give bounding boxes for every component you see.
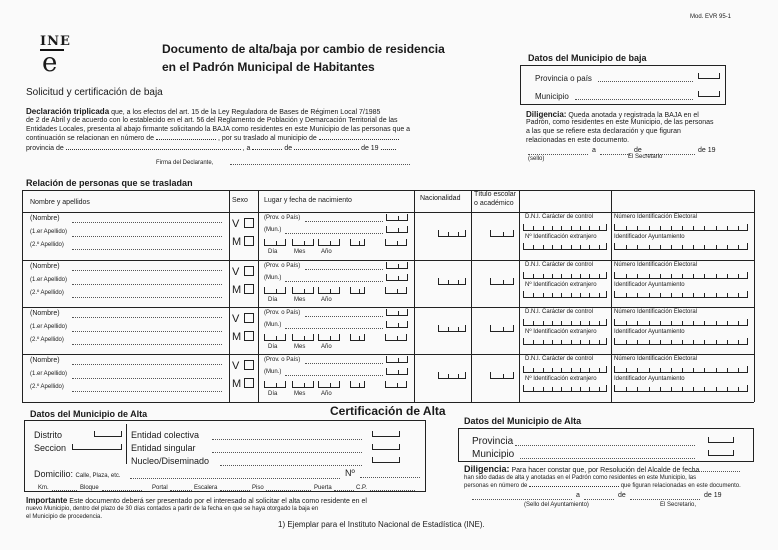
anio-label: Año [321,297,332,303]
declaracion-line4 [26,135,399,142]
dni-label: D.N.I. Carácter de control [525,309,594,315]
importante-lead: Importante [26,496,68,505]
alta-diligencia-text3: personas en número de [464,483,528,489]
person-apellido1-field[interactable] [72,236,222,237]
alta-diligencia-text1: Para hacer constar que, por Resolución del Alcalde de fecha [509,467,700,474]
fecha-anio-label: de 19 [361,145,379,152]
person-apellido2-label: (2.º Apellido) [30,384,64,390]
entidad-colectiva-label: Entidad colectiva [131,430,200,440]
nie-boxes[interactable] [523,385,607,392]
person-nombre-label: (Nombre) [30,215,60,222]
alta-fecha-de: de [618,492,626,499]
anio-label: Año [321,391,332,397]
row-separator [22,260,754,261]
extra-boxes-1[interactable] [350,381,365,388]
distrito-label: Distrito [34,430,63,440]
titulo-boxes[interactable] [490,230,514,237]
footer-ejemplar: 1) Ejemplar para el Instituto Nacional de Estadística (INE). [278,520,485,529]
table-col-sep-4 [471,190,472,402]
logo-text: INE [40,34,71,49]
row-separator [22,354,754,355]
dia-boxes[interactable] [264,239,286,246]
titulo-boxes[interactable] [490,372,514,379]
num-electoral-boxes[interactable] [614,319,748,326]
baja-diligencia-line4: relacionadas en este documento. [526,137,630,144]
dni-boxes[interactable] [523,272,607,279]
table-top-border [22,190,754,191]
piso-field[interactable] [266,490,311,491]
person-apellido2-field[interactable] [72,249,222,250]
declaracion-line5 [26,145,396,152]
col-header-sexo: Sexo [232,197,248,204]
person-apellido1-field[interactable] [72,331,222,332]
piso-label: Piso [252,485,264,491]
alta-municipio-field[interactable] [520,458,695,459]
sex-v-checkbox[interactable] [244,218,254,228]
person-apellido1-label: (1.er Apellido) [30,277,68,283]
doc-title-line2: en el Padrón Municipal de Habitantes [162,60,375,74]
declaracion-line2: de 2 de Abril y de acuerdo con lo establecido en el art. 56 del Reglamento de Población y Demarcación Territorial de las [26,117,398,124]
seccion-field[interactable] [72,444,122,450]
col-header-nombre: Nombre y apellidos [30,199,90,206]
baja-diligencia-line3: a las que se refiere esta declaración y que figuran [526,128,681,135]
num-electoral-boxes[interactable] [614,272,748,279]
mes-boxes[interactable] [292,239,314,246]
mun-code[interactable] [386,274,408,281]
person-nombre-field[interactable] [72,270,222,271]
baja-diligencia-line1 [526,110,699,119]
declaracion-text4b: , por su traslado al municipio de [217,135,317,142]
sex-v-label: V [232,360,240,372]
baja-provincia-field[interactable] [598,81,693,82]
col-header-titulo-1: Título escolar [474,191,517,198]
person-apellido1-label: (1.er Apellido) [30,324,68,330]
person-apellido2-field[interactable] [72,297,222,298]
nacionalidad-boxes[interactable] [438,278,466,285]
alta-resolucion-fecha-field[interactable] [690,471,740,472]
portal-label: Portal [152,485,168,491]
municipio-destino-field[interactable] [319,139,399,140]
person-apellido2-label: (2.º Apellido) [30,290,64,296]
model-code: Mod. EVR 95-1 [690,14,732,20]
dni-label: D.N.I. Carácter de control [525,356,594,362]
puerta-field[interactable] [334,490,354,491]
person-apellido2-label: (2.º Apellido) [30,242,64,248]
provincia-label: provincia de [26,145,64,152]
dni-boxes[interactable] [523,224,607,231]
nucleo-code[interactable] [372,457,400,463]
num-electoral-label: Número Identificación Electoral [614,262,698,268]
alta-provincia-field[interactable] [515,445,695,446]
alta-diligencia-line3 [464,483,741,489]
declaracion-text4a: continuación se relacionan en número de [26,135,155,142]
sex-v-checkbox[interactable] [244,313,254,323]
sex-v-label: V [232,313,240,325]
baja-municipio-code[interactable] [698,91,720,97]
dia-boxes[interactable] [264,334,286,341]
dni-boxes[interactable] [523,366,607,373]
prov-pais-label: (Prov. o País) [264,263,301,269]
importante-line2: nuevo Municipio, dentro del plazo de 30 días contados a partir de la fecha en que se haya otorgado la baja en [26,506,319,512]
domicilio-label [34,469,121,479]
mes-boxes[interactable] [292,287,314,294]
prov-pais-field[interactable] [305,316,383,317]
sex-v-label: V [232,218,240,230]
num-electoral-label: Número Identificación Electoral [614,214,698,220]
seccion-label: Seccion [34,443,67,453]
nie-label: Nº Identificación extranjero [525,329,597,335]
km-label: Km. [38,485,49,491]
sex-m-checkbox[interactable] [244,331,254,341]
mun-code[interactable] [386,368,408,375]
mun-field[interactable] [285,328,383,329]
prov-pais-code[interactable] [386,309,408,316]
row-separator [22,307,754,308]
alta-diligencia-text3b: que figuran relacionadas en este documento. [620,483,741,489]
importante-line1 [26,496,367,505]
nucleo-label: Nucleo/Diseminado [131,456,210,466]
extra-boxes-1[interactable] [350,287,365,294]
dia-boxes[interactable] [264,287,286,294]
extra-boxes-2[interactable] [385,381,407,388]
anio-boxes[interactable] [318,334,340,341]
fecha-de-label: de [284,145,293,152]
person-nombre-label: (Nombre) [30,263,60,270]
alta-fecha-dia-field[interactable] [584,499,614,500]
num-electoral-label: Número Identificación Electoral [614,309,698,315]
declaracion-line1 [26,107,380,116]
table-col-sep-5 [519,190,520,402]
nacionalidad-boxes[interactable] [438,325,466,332]
ident-ayto-label: Identificador Ayuntamiento [614,234,685,240]
logo-e-glyph: e [42,48,58,78]
bloque-field[interactable] [102,490,142,491]
entidad-colectiva-field[interactable] [212,439,362,440]
baja-municipio-label: Municipio [535,92,569,101]
baja-municipio-field[interactable] [575,99,693,100]
nacionalidad-boxes[interactable] [438,372,466,379]
mun-field[interactable] [285,233,383,234]
baja-fecha-a: a [592,147,596,154]
mun-label: (Mun.) [264,227,282,233]
table-col-sep-2 [258,190,259,402]
distrito-field[interactable] [94,431,122,437]
person-apellido1-field[interactable] [72,378,222,379]
person-apellido1-label: (1.er Apellido) [30,229,68,235]
nie-boxes[interactable] [523,338,607,345]
anio-boxes[interactable] [318,381,340,388]
baja-fecha-dia-field[interactable] [600,154,630,155]
alta-municipio-code[interactable] [708,450,734,456]
num-field[interactable] [360,477,420,478]
extra-boxes-2[interactable] [385,334,407,341]
mes-boxes[interactable] [292,381,314,388]
alta-diligencia-lead: Diligencia: [464,464,510,474]
alta-box [24,420,426,492]
sex-m-checkbox[interactable] [244,378,254,388]
table-left-border [22,190,23,402]
fecha-a-label: , a [242,145,251,152]
fecha-anio-field[interactable] [381,149,396,150]
escalera-field[interactable] [220,490,250,491]
baja-diligencia-line2: Padrón, como residentes en este Municipio, de las personas [526,119,714,126]
ident-ayto-label: Identificador Ayuntamiento [614,376,685,382]
person-apellido1-field[interactable] [72,284,222,285]
dia-label: Día [268,344,278,350]
nacionalidad-boxes[interactable] [438,230,466,237]
dia-boxes[interactable] [264,381,286,388]
declaracion-lead: Declaración triplicada [26,107,110,116]
anio-label: Año [321,344,332,350]
escalera-label: Escalera [194,485,218,491]
mes-label: Mes [294,391,306,397]
table-right-border [754,190,755,402]
mun-code[interactable] [386,321,408,328]
fecha-dia-field[interactable] [252,149,282,150]
col-header-lugar: Lugar y fecha de nacimiento [264,197,352,204]
sex-m-label: M [232,331,242,343]
importante-text1: Este documento deberá ser presentado por el interesado al solicitar el alta como residente en el [67,498,367,505]
portal-field[interactable] [170,490,192,491]
entidad-colectiva-code[interactable] [372,431,400,437]
dni-label: D.N.I. Carácter de control [525,262,594,268]
declaracion-text1: que, a los efectos del art. 15 de la Ley Reguladora de Bases de Régimen Local 7/1985 [109,109,381,116]
person-apellido2-label: (2.º Apellido) [30,337,64,343]
nie-label: Nº Identificación extranjero [525,376,597,382]
alta-right-title: Datos del Municipio de Alta [464,416,582,426]
anio-boxes[interactable] [318,239,340,246]
alta-inner-sep [126,424,127,464]
mun-code[interactable] [386,226,408,233]
titulo-boxes[interactable] [490,325,514,332]
baja-fecha-de: de [634,147,642,154]
mes-label: Mes [294,249,306,255]
extra-boxes-2[interactable] [385,287,407,294]
firma-declarante: Firma del Declarante, [156,160,214,166]
baja-sello: (sello) [528,156,545,162]
nie-boxes[interactable] [523,291,607,298]
ident-ayto-boxes[interactable] [614,338,748,345]
sex-m-label: M [232,378,242,390]
person-apellido1-label: (1.er Apellido) [30,371,68,377]
baja-provincia-code[interactable] [698,73,720,79]
table-col-sep-6 [611,190,612,402]
baja-diligencia-lead: Diligencia: [526,110,567,119]
ident-ayto-boxes[interactable] [614,243,748,250]
dia-label: Día [268,249,278,255]
entidad-singular-code[interactable] [372,444,400,450]
baja-fecha-lugar-field[interactable] [528,154,588,155]
prov-pais-field[interactable] [305,269,383,270]
numero-personas-field[interactable] [156,139,216,140]
mun-field[interactable] [285,281,383,282]
person-nombre-field[interactable] [72,317,222,318]
dni-label: D.N.I. Carácter de control [525,214,594,220]
baja-panel-title: Datos del Municipio de baja [528,53,647,63]
nie-label: Nº Identificación extranjero [525,234,597,240]
alta-fecha-lugar-field[interactable] [472,499,572,500]
prov-pais-label: (Prov. o País) [264,215,301,221]
nie-label: Nº Identificación extranjero [525,282,597,288]
fecha-mes-field[interactable] [294,149,359,150]
declaracion-line3: Entidades Locales, presenta al abajo firmante solicitando la BAJA como residentes en este Municipio de las personas que a [26,126,411,133]
cp-label: C.P. [356,485,367,491]
col-header-nacionalidad: Nacionalidad [420,195,461,202]
extra-boxes-2[interactable] [385,239,407,246]
ident-ayto-boxes[interactable] [614,385,748,392]
prov-pais-field[interactable] [305,363,383,364]
mes-label: Mes [294,297,306,303]
baja-diligencia-text1: Queda anotada y registrada la BAJA en el [566,112,699,119]
prov-pais-code[interactable] [386,214,408,221]
person-nombre-field[interactable] [72,364,222,365]
alta-provincia-code[interactable] [708,437,734,443]
domicilio-hint: Calle, Plaza, etc. [75,473,121,479]
col-header-titulo-2: o académico [474,200,514,207]
num-label: Nº [345,468,355,478]
person-apellido2-field[interactable] [72,344,222,345]
table-col-sep-1 [229,190,230,402]
num-electoral-boxes[interactable] [614,224,748,231]
baja-fecha-19: de 19 [698,147,716,154]
person-nombre-label: (Nombre) [30,357,60,364]
prov-pais-label: (Prov. o País) [264,310,301,316]
mun-label: (Mun.) [264,275,282,281]
sex-m-checkbox[interactable] [244,284,254,294]
doc-title-line1: Documento de alta/baja por cambio de residencia [162,42,445,56]
sex-v-checkbox[interactable] [244,266,254,276]
person-nombre-label: (Nombre) [30,310,60,317]
dni-boxes[interactable] [523,319,607,326]
relacion-title: Relación de personas que se trasladan [26,178,193,188]
mun-label: (Mun.) [264,369,282,375]
alta-diligencia-line1 [464,464,699,474]
alta-fecha-19: de 19 [704,492,722,499]
dia-label: Día [268,297,278,303]
firma-line[interactable] [230,164,410,165]
person-apellido2-field[interactable] [72,391,222,392]
prov-pais-label: (Prov. o País) [264,357,301,363]
mes-boxes[interactable] [292,334,314,341]
dia-label: Día [268,391,278,397]
num-electoral-boxes[interactable] [614,366,748,373]
km-field[interactable] [52,490,77,491]
ident-ayto-boxes[interactable] [614,291,748,298]
extra-boxes-1[interactable] [350,239,365,246]
doc-subtitle: Solicitud y certificación de baja [26,87,163,98]
domicilio-field[interactable] [130,478,340,479]
sex-v-label: V [232,266,240,278]
mun-label: (Mun.) [264,322,282,328]
alta-fecha-mes-field[interactable] [630,499,700,500]
ident-ayto-label: Identificador Ayuntamiento [614,329,685,335]
puerta-label: Puerta [314,485,332,491]
sex-v-checkbox[interactable] [244,360,254,370]
ine-logo [40,34,74,78]
nucleo-field[interactable] [220,465,362,466]
prov-pais-code[interactable] [386,262,408,269]
mes-label: Mes [294,344,306,350]
table-bottom-border [22,402,754,403]
sex-m-label: M [232,236,242,248]
baja-provincia-label: Provincia o país [535,74,592,83]
person-nombre-field[interactable] [72,222,222,223]
extra-boxes-1[interactable] [350,334,365,341]
alta-numero-personas-field[interactable] [529,486,619,487]
cert-alta-title: Certificación de Alta [330,404,446,418]
prov-pais-field[interactable] [305,221,383,222]
domicilio-lead: Domicilio: [34,469,74,479]
anio-label: Año [321,249,332,255]
anio-boxes[interactable] [318,287,340,294]
provincia-destino-field[interactable] [66,149,241,150]
alta-fecha-a: a [576,492,580,499]
table-col-sep-3 [414,190,415,402]
table-header-bottom [22,212,754,213]
alta-sello: (Sello del Ayuntamiento) [524,502,589,508]
alta-municipio-label: Municipio [472,449,515,460]
num-electoral-label: Número Identificación Electoral [614,356,698,362]
titulo-boxes[interactable] [490,278,514,285]
nie-boxes[interactable] [523,243,607,250]
prov-pais-code[interactable] [386,356,408,363]
entidad-singular-field[interactable] [212,452,362,453]
entidad-singular-label: Entidad singular [131,443,196,453]
mun-field[interactable] [285,375,383,376]
alta-title: Datos del Municipio de Alta [30,409,148,419]
ident-ayto-label: Identificador Ayuntamiento [614,282,685,288]
importante-line3: el Municipio de procedencia. [26,514,103,520]
sex-m-label: M [232,284,242,296]
alta-diligencia-line2: han sido dadas de alta y anotadas en el Padrón como residentes en este Municipio, las [464,475,697,481]
sex-m-checkbox[interactable] [244,236,254,246]
alta-provincia-label: Provincia [472,436,514,447]
cp-field[interactable] [370,490,415,491]
bloque-label: Bloque [80,485,99,491]
alta-secretario: El Secretario, [660,502,697,508]
baja-secretario: El Secretario [628,154,663,160]
